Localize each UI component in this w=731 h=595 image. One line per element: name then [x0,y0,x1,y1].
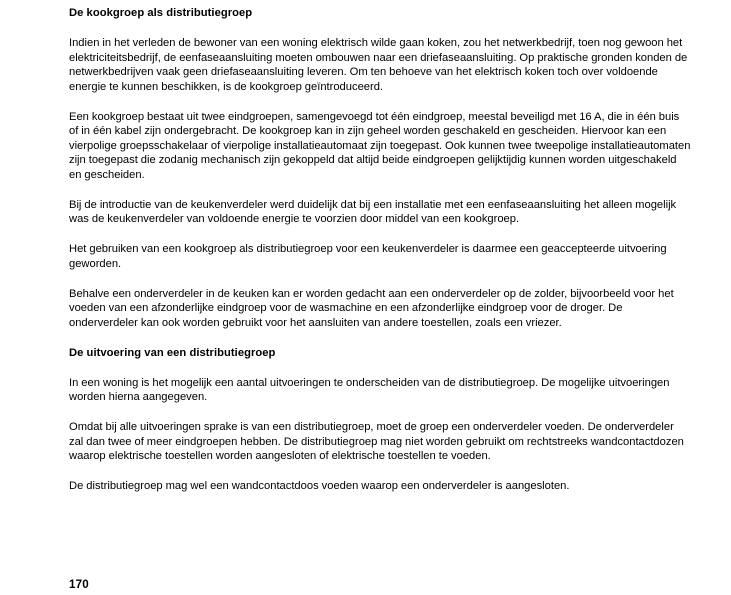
paragraph-introductie-kookgroep: Indien in het verleden de bewoner van een woning elektrisch wilde gaan koken, zou het netwerkbedrijf, toen nog gewoon het elektriciteitsbedrijf, de eenfaseaansluiting moeten ombouwen naar een driefaseaansluiting. Op praktische gronden konden de netwerkbedrijven vaak geen driefaseaansluiting leveren. Om ten behoeve van het elektrisch koken toch over voldoende energie te kunnen beschikken, is de kookgroep geïntroduceerd. [69,37,688,93]
page-number: 170 [69,578,89,591]
section-heading-kookgroep-als-distributiegroep: De kookgroep als distributiegroep [69,7,253,19]
paragraph-kookgroep-opbouw: Een kookgroep bestaat uit twee eindgroepen, samengevoegd tot één eindgroep, meestal beveiligd met 16 A, die in één buis of in één kabel zijn ondergebracht. De kookgroep kan in zijn geheel worden geschakeld en gescheiden. Hiervoor kan een vierpolige groepsschakelaar of vierpolige installatieautomaat zijn toegepast. Ook kunnen twee tweepolige installatieautomaten zijn toegepast die zodanig mechanisch zijn gekoppeld dat altijd beide eindgroepen gelijktijdig kunnen worden uitgeschakeld en gescheiden. [69,110,691,181]
paragraph-distributiegroep-voedt-onderverdeler: Omdat bij alle uitvoeringen sprake is van een distributiegroep, moet de groep een onderverdeler voeden. De onderverdeler zal dan twee of meer eindgroepen hebben. De distributiegroep mag niet worden gebruikt om rechtstreeks wandcontactdozen waarop elektrische toestellen worden aangesloten of elektrische toestellen te voeden. [69,421,684,462]
document-body [69,6,691,494]
paragraph-onderverdeler-zolder: Behalve een onderverdeler in de keuken kan er worden gedacht aan een onderverdeler op de zolder, bijvoorbeeld voor het voeden van een afzonderlijke eindgroep voor de wasmachine en een afzonderlijke eindgroep voor de droger. De onderverdeler kan ook worden gebruikt voor het aansluiten van andere toestellen, zoals een vriezer. [69,287,674,329]
paragraph-geaccepteerde-uitvoering: Het gebruiken van een kookgroep als distributiegroep voor een keukenverdeler is daarmee een geaccepteerde uitvoering geworden. [69,243,667,270]
paragraph-wandcontactdoos-onderverdeler: De distributiegroep mag wel een wandcontactdoos voeden waarop een onderverdeler is aangesloten. [69,480,570,492]
paragraph-keukenverdeler-introductie: Bij de introductie van de keukenverdeler werd duidelijk dat bij een installatie met een eenfaseaansluiting het alleen mogelijk was de keukenverdeler van voldoende energie te voorzien door middel van een kookgroep. [69,198,677,225]
paragraph-uitvoeringen-onderscheiden: In een woning is het mogelijk een aantal uitvoeringen te onderscheiden van de distributiegroep. De mogelijke uitvoeringen worden hierna aangegeven. [69,376,670,403]
section-heading-uitvoering-van-een-distributiegroep: De uitvoering van een distributiegroep [69,346,276,359]
